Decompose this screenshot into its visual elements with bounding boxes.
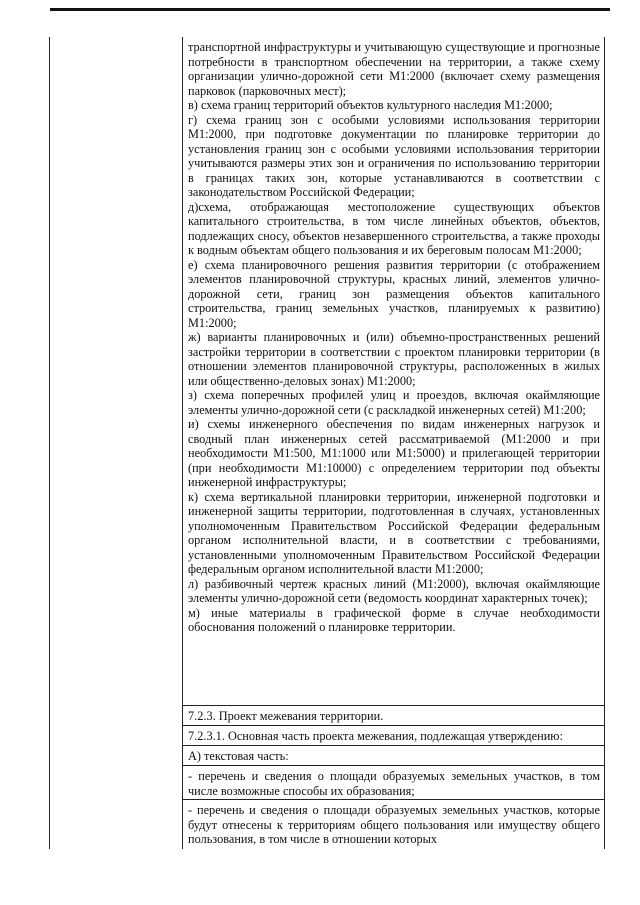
paragraph: к) схема вертикальной планировки территории, инженерной подготовки и инженерной защиты территории, подготовленная в случаях, установленных уполномоченным Правительством Российской Федерации федеральным органом исполнительной власти, и в соответствии с требованиями, установленными уполномоченным Правительством Российской Федерации федеральным органом исполнительной власти М1:2000;: [188, 489, 600, 576]
subsection-heading: 7.2.3.1. Основная часть проекта межевания, подлежащая утверждению:: [188, 729, 563, 743]
paragraph: в) схема границ территорий объектов культурного наследия М1:2000;: [188, 98, 553, 112]
paragraph: ж) варианты планировочных и (или) объемно-пространственных решений застройки территории в соответствии с проектом планировки территории (в отношении элементов планировочной структуры, расположенных в жилых или общественно-деловых зонах) М1:2000;: [188, 330, 600, 388]
top-border-rule: [50, 8, 610, 11]
row-divider: [182, 725, 605, 726]
paragraph: транспортной инфраструктуры и учитывающую существующие и прогнозные потребности в транспортном обеспечении на территории, а также схему организации улично-дорожной сети М1:2000 (включает схему размещения парковок (парковочных мест);: [188, 40, 600, 98]
row-divider: [182, 765, 605, 766]
requirements-cell: [188, 40, 600, 635]
row-divider: [182, 799, 605, 800]
row-divider: [182, 705, 605, 706]
paragraph: г) схема границ зон с особыми условиями использования территории М1:2000, при подготовке документации по планировке территории до установления границ зон с особыми условиями использования территории учитываются размеры этих зон и ограничения по использованию территории в границах таких зон, которые устанавливаются в соответствии с законодательством Российской Федерации;: [188, 112, 600, 199]
list-item: - перечень и сведения о площади образуемых земельных участков, в том числе возможные способы их образования;: [188, 769, 600, 798]
paragraph: е) схема планировочного решения развития территории (с отображением элементов планировочной структуры, красных линий, элементов улично-дорожной сети, границ зон размещения объектов капитального строительства, границ земельных участков, планируемых к развитию) М1:2000;: [188, 257, 600, 330]
table-column-divider: [182, 37, 183, 849]
subsection-item: А) текстовая часть:: [188, 749, 289, 763]
paragraph: и) схемы инженерного обеспечения по видам инженерных нагрузок и сводный план инженерных сетей рассматриваемой (М1:2000 и при необходимости М1:500, М1:1000 или М1:5000) и прилегающей территории (при необходимости М1:10000) с определением территории под объекты инженерной инфраструктуры;: [188, 417, 600, 489]
list-item: - перечень и сведения о площади образуемых земельных участков, которые будут отнесены к территориям общего пользования или имуществу общего пользования, в том числе в отношении которых: [188, 803, 600, 846]
paragraph: з) схема поперечных профилей улиц и проездов, включая окаймляющие элементы улично-дорожной сети (с раскладкой инженерных сетей) М1:200;: [188, 388, 600, 417]
paragraph: л) разбивочный чертеж красных линий (М1:2000), включая окаймляющие элементы улично-дорожной сети (ведомость координат характерных точек);: [188, 576, 600, 605]
paragraph: м) иные материалы в графической форме в случае необходимости обоснования положений о планировке территории.: [188, 605, 600, 634]
section-heading: 7.2.3. Проект межевания территории.: [188, 709, 384, 723]
table-right-border: [604, 37, 605, 849]
table-left-border: [49, 37, 50, 849]
paragraph: д)схема, отображающая местоположение существующих объектов капитального строительства, в том числе линейных объектов, объектов, подлежащих сносу, объектов незавершенного строительства, а также проходы к водным объектам общего пользования и их береговым полосам М1:2000;: [188, 199, 600, 257]
row-divider: [182, 745, 605, 746]
